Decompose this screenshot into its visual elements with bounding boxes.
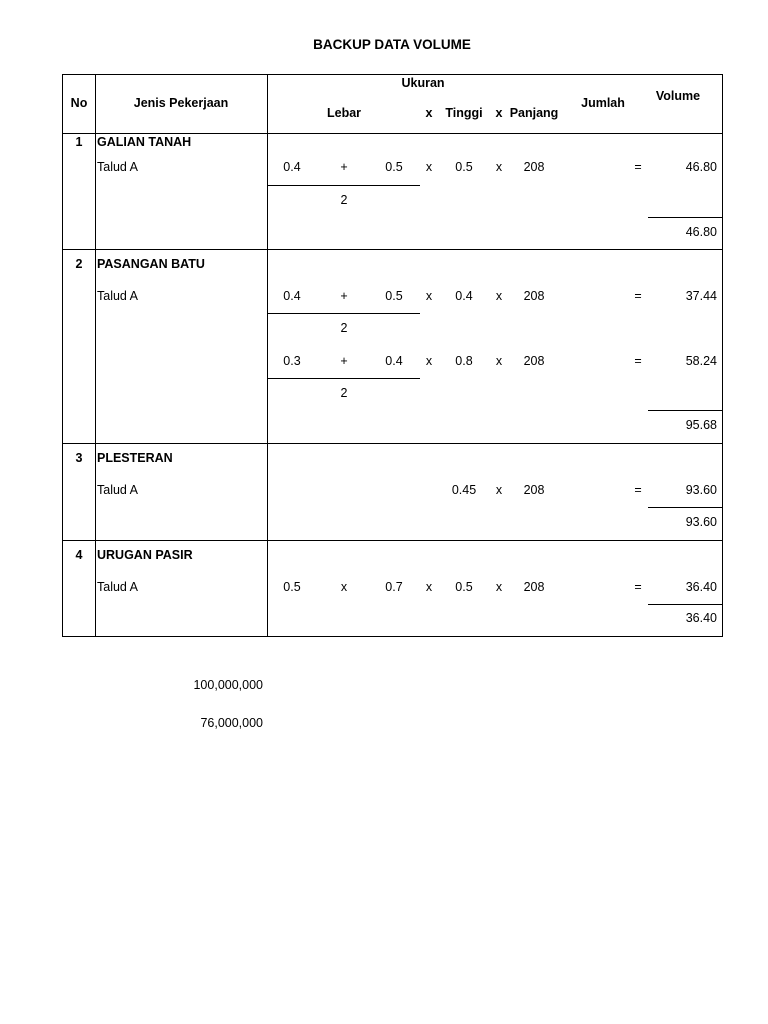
column-divider-jenis <box>267 74 268 637</box>
equals-sign: = <box>634 160 642 174</box>
equals-sign: = <box>634 354 642 368</box>
fraction-line <box>268 185 420 186</box>
value-panjang: 208 <box>523 483 545 497</box>
row-volume: 36.40 <box>685 580 717 594</box>
value-b: 0.7 <box>385 580 403 594</box>
footer-amount: 100,000,000 <box>193 678 263 692</box>
subtotal-line <box>648 217 722 218</box>
value-a: 0.4 <box>283 289 301 303</box>
table-left-border <box>62 74 63 637</box>
multiply-sign: x <box>495 160 503 174</box>
equals-sign: = <box>634 289 642 303</box>
header-jenis-pekerjaan: Jenis Pekerjaan <box>133 96 229 110</box>
document-title: BACKUP DATA VOLUME <box>313 37 471 52</box>
subtotal-line <box>648 410 722 411</box>
row-volume: 58.24 <box>685 354 717 368</box>
value-tinggi: 0.4 <box>455 289 473 303</box>
operator: + <box>340 160 348 174</box>
header-lebar: Lebar <box>326 106 362 120</box>
value-tinggi: 0.5 <box>455 160 473 174</box>
value-a: 0.4 <box>283 160 301 174</box>
value-b: 0.5 <box>385 160 403 174</box>
item-label: Talud A <box>97 483 139 497</box>
row-volume: 93.60 <box>685 483 717 497</box>
header-volume: Volume <box>655 89 701 103</box>
header-panjang: Panjang <box>509 106 559 120</box>
operator: + <box>340 289 348 303</box>
operator: x <box>340 580 348 594</box>
divisor: 2 <box>340 321 348 335</box>
header-ukuran: Ukuran <box>401 76 445 90</box>
section-number: 2 <box>75 257 83 271</box>
multiply-sign: x <box>495 483 503 497</box>
value-b: 0.5 <box>385 289 403 303</box>
equals-sign: = <box>634 483 642 497</box>
header-no: No <box>70 96 88 110</box>
header-jumlah: Jumlah <box>581 96 625 110</box>
item-label: Talud A <box>97 289 139 303</box>
operator: + <box>340 354 348 368</box>
item-label: Talud A <box>97 160 139 174</box>
table-top-border <box>62 74 723 75</box>
footer-amount: 76,000,000 <box>200 716 263 730</box>
column-divider-no <box>95 74 96 637</box>
multiply-sign: x <box>425 580 433 594</box>
section-total: 36.40 <box>685 611 717 625</box>
divisor: 2 <box>340 193 348 207</box>
value-tinggi: 0.5 <box>455 580 473 594</box>
multiply-sign: x <box>495 289 503 303</box>
section-number: 4 <box>75 548 83 562</box>
section-total: 95.68 <box>685 418 717 432</box>
subtotal-line <box>648 507 722 508</box>
section-total: 93.60 <box>685 515 717 529</box>
fraction-line <box>268 313 420 314</box>
section-divider <box>62 443 723 444</box>
value-panjang: 208 <box>523 354 545 368</box>
value-tinggi: 0.8 <box>455 354 473 368</box>
multiply-sign: x <box>495 354 503 368</box>
value-a: 0.3 <box>283 354 301 368</box>
section-title: PASANGAN BATU <box>97 257 205 271</box>
section-divider <box>62 249 723 250</box>
table-bottom-border <box>62 636 723 637</box>
row-volume: 37.44 <box>685 289 717 303</box>
value-panjang: 208 <box>523 160 545 174</box>
section-number: 3 <box>75 451 83 465</box>
value-panjang: 208 <box>523 580 545 594</box>
header-tinggi: Tinggi <box>445 106 483 120</box>
section-title: GALIAN TANAH <box>97 135 192 149</box>
section-total: 46.80 <box>685 225 717 239</box>
multiply-sign: x <box>425 289 433 303</box>
subtotal-line <box>648 604 722 605</box>
header-x: x <box>425 106 433 120</box>
header-bottom-border <box>62 133 723 134</box>
section-title: URUGAN PASIR <box>97 548 193 562</box>
header-x: x <box>495 106 503 120</box>
table-right-border <box>722 74 723 637</box>
multiply-sign: x <box>495 580 503 594</box>
equals-sign: = <box>634 580 642 594</box>
item-label: Talud A <box>97 580 139 594</box>
section-number: 1 <box>75 135 83 149</box>
section-divider <box>62 540 723 541</box>
value-tinggi: 0.45 <box>451 483 477 497</box>
multiply-sign: x <box>425 354 433 368</box>
value-b: 0.4 <box>385 354 403 368</box>
divisor: 2 <box>340 386 348 400</box>
value-a: 0.5 <box>283 580 301 594</box>
fraction-line <box>268 378 420 379</box>
value-panjang: 208 <box>523 289 545 303</box>
row-volume: 46.80 <box>685 160 717 174</box>
section-title: PLESTERAN <box>97 451 173 465</box>
multiply-sign: x <box>425 160 433 174</box>
